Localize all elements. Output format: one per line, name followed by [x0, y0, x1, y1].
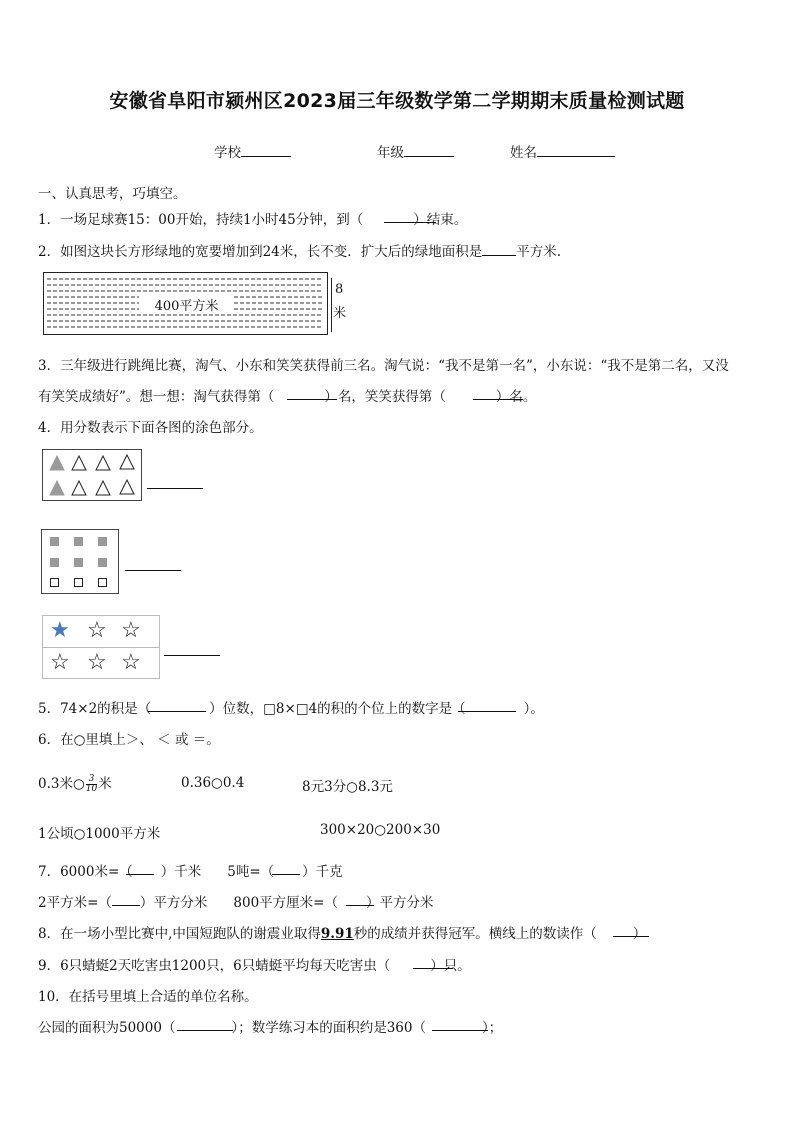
school-field[interactable]: [214, 141, 291, 161]
width-label-unit: 米: [333, 306, 347, 321]
name-blank[interactable]: [537, 144, 615, 157]
q3-blank-1[interactable]: [287, 399, 337, 400]
fraction-3-10: $\frac{3}{10}$: [85, 774, 98, 794]
grade-label: 年级: [377, 145, 404, 161]
q9-answer-blank[interactable]: [413, 968, 453, 969]
star-outline-icon: ☆: [87, 650, 107, 675]
question-6: 6．在○里填上＞、 ＜ 或 ＝。: [38, 732, 220, 748]
shaded-square: [74, 558, 83, 567]
filled-star-icon: ★: [50, 618, 70, 643]
q10-blank-2[interactable]: [432, 1030, 488, 1031]
q10-blank-1[interactable]: [177, 1030, 233, 1031]
q4-blank-1[interactable]: [147, 488, 203, 489]
square-grid-figure: [41, 529, 119, 594]
shaded-square: [50, 558, 59, 567]
star-outline-icon: ☆: [50, 650, 70, 675]
star-outline-icon: ☆: [121, 618, 141, 643]
section-heading: 一、认真思考，巧填空。: [38, 186, 187, 202]
school-label: 学校: [214, 145, 241, 161]
q5-blank-1[interactable]: [148, 711, 206, 712]
name-field[interactable]: [510, 141, 615, 161]
width-label-number: 8: [335, 282, 344, 297]
q7-blank-2[interactable]: [272, 874, 300, 875]
green-rectangle-figure: [43, 272, 328, 335]
question-10-items: 公园的面积为50000（ ）；数学练习本的面积约是360（ ）；: [38, 1020, 503, 1036]
star-outline-icon: ☆: [87, 618, 107, 643]
q7-blank-3[interactable]: [112, 905, 140, 906]
question-10: 10．在括号里填上合适的单位名称。: [38, 989, 258, 1005]
question-3-line1: 3．三年级进行跳绳比赛，淘气、小东和笑笑获得前三名。淘气说：“我不是第一名”，小东说：“我不是第二名，又没: [38, 358, 729, 374]
question-8: 8．在一场小型比赛中,中国短跑队的谢震业取得9.91秒的成绩并获得冠军。横线上的数读作（ ）: [38, 926, 647, 942]
shaded-square: [98, 558, 107, 567]
q6-compare-4: 1公顷○1000平方米: [38, 826, 161, 842]
question-2: 2．如图这块长方形绿地的宽要增加到24米，长不变．扩大后的绿地面积是 平方米.: [38, 244, 562, 260]
shaded-square: [98, 537, 107, 546]
question-5: 5．74×2的积是（ ）位数，□8×□4的积的个位上的数字是（ ）。: [38, 701, 544, 717]
grid-divider: [43, 647, 159, 648]
triangle-shapes: [43, 450, 143, 502]
question-7-line1: 7．6000米=（ ）千米 5吨=（ ）千克: [38, 864, 343, 880]
q2-answer-blank[interactable]: [482, 243, 516, 256]
area-label: 400平方米: [139, 295, 234, 314]
question-4: 4．用分数表示下面各图的涂色部分。: [38, 420, 263, 436]
q6-compare-1: 0.3米○ $\frac{3}{10}$ 米: [38, 774, 112, 794]
empty-square: [74, 578, 83, 587]
q4-blank-2[interactable]: [125, 570, 181, 571]
question-9: 9．6只蜻蜓2天吃害虫1200只，6只蜻蜓平均每天吃害虫（ ）只。: [38, 958, 471, 974]
underlined-number: 9.91: [320, 926, 354, 942]
triangle-grid-figure: [42, 449, 142, 501]
q6-compare-3: 8元3分○8.3元: [302, 779, 393, 795]
star-grid-figure: [42, 615, 160, 679]
shaded-square: [50, 537, 59, 546]
q3-blank-2[interactable]: [473, 399, 523, 400]
q1-answer-blank[interactable]: [384, 222, 436, 223]
question-1: 1．一场足球赛15：00开始，持续1小时45分钟，到（ ）结束。: [38, 212, 468, 228]
question-3-line2: 有笑笑成绩好”。想一想：淘气获得第（ ）名，笑笑获得第（ ）名。: [38, 389, 537, 405]
q6-compare-2: 0.36○0.4: [181, 775, 245, 791]
school-blank[interactable]: [241, 144, 291, 157]
q5-blank-2[interactable]: [458, 711, 516, 712]
q4-blank-3[interactable]: [164, 655, 220, 656]
page-title: 安徽省阜阳市颍州区2023届三年级数学第二学期期末质量检测试题: [109, 90, 685, 112]
grade-field[interactable]: [377, 141, 454, 161]
star-outline-icon: ☆: [121, 650, 141, 675]
q6-compare-5: 300×20○200×30: [320, 822, 441, 838]
q8-answer-blank[interactable]: [613, 936, 649, 937]
grade-blank[interactable]: [404, 144, 454, 157]
q7-blank-1[interactable]: [126, 874, 154, 875]
shaded-square: [74, 537, 83, 546]
q7-blank-4[interactable]: [346, 905, 374, 906]
empty-square: [98, 578, 107, 587]
question-7-line2: 2平方米=（ ）平方分米 800平方厘米=（ ）平方分米: [38, 895, 434, 911]
empty-square: [50, 578, 59, 587]
name-label: 姓名: [510, 145, 537, 161]
width-dimension-line: [331, 278, 332, 332]
